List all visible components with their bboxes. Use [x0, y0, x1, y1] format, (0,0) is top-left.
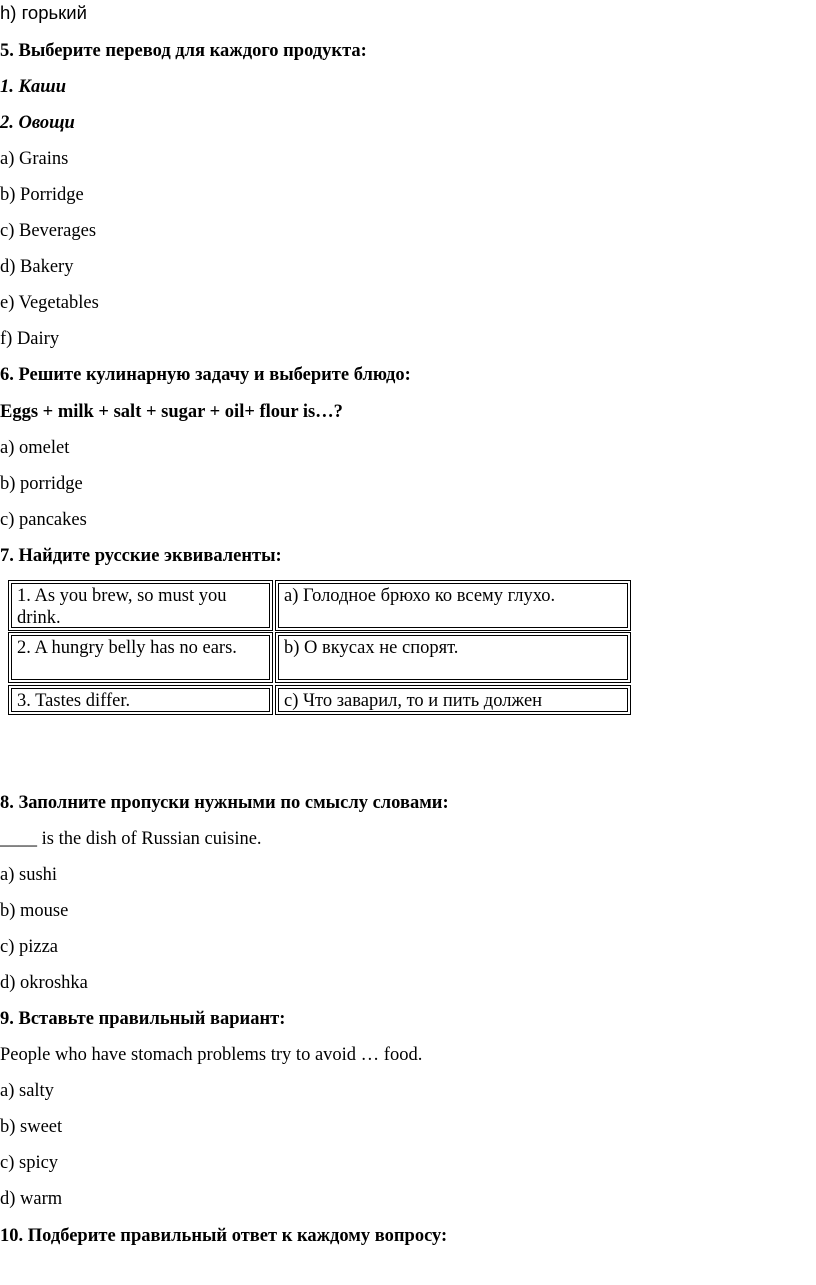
q7-left-cell-2: 2. A hungry belly has no ears.: [11, 635, 270, 680]
q8-title: 8. Заполните пропуски нужными по смыслу словами:: [0, 793, 449, 813]
q5-item-1: 1. Каши: [0, 77, 66, 97]
q5-option-d: d) Bakery: [0, 257, 74, 277]
q5-option-e: e) Vegetables: [0, 293, 99, 313]
q5-option-b: b) Porridge: [0, 185, 84, 205]
q9-prompt: People who have stomach problems try to avoid … food.: [0, 1045, 423, 1065]
q9-option-b: b) sweet: [0, 1117, 63, 1137]
q7-left-cell-3: 3. Tastes differ.: [11, 688, 270, 712]
header-line: h) горький: [0, 2, 87, 23]
q9-option-a: a) salty: [0, 1081, 54, 1101]
q6-option-b: b) porridge: [0, 474, 83, 494]
q6-option-c: c) pancakes: [0, 510, 87, 530]
q5-option-f: f) Dairy: [0, 329, 60, 349]
q8-option-d: d) okroshka: [0, 973, 88, 993]
q8-option-b: b) mouse: [0, 901, 69, 921]
q7-title: 7. Найдите русские эквиваленты:: [0, 546, 282, 566]
q6-option-a: a) omelet: [0, 438, 70, 458]
q8-option-c: c) pizza: [0, 937, 59, 957]
q10-title: 10. Подберите правильный ответ к каждому вопросу:: [0, 1226, 448, 1246]
q7-right-cell-3: c) Что заварил, то и пить должен: [278, 688, 628, 712]
q7-left-cell-1: 1. As you brew, so must you drink.: [11, 583, 270, 628]
q5-title: 5. Выберите перевод для каждого продукта:: [0, 41, 367, 61]
q7-right-cell-1: a) Голодное брюхо ко всему глухо.: [278, 583, 628, 628]
q7-right-cell-2: b) О вкусах не спорят.: [278, 635, 628, 680]
q9-option-c: c) spicy: [0, 1153, 59, 1173]
q6-prompt: Eggs + milk + salt + sugar + oil+ flour is…?: [0, 402, 343, 422]
q8-prompt: ____ is the dish of Russian cuisine.: [0, 829, 262, 849]
q5-option-a: a) Grains: [0, 149, 69, 169]
q9-option-d: d) warm: [0, 1189, 63, 1209]
q8-option-a: a) sushi: [0, 865, 58, 885]
q5-item-2: 2. Овощи: [0, 113, 75, 133]
q5-option-c: c) Beverages: [0, 221, 97, 241]
q9-title: 9. Вставьте правильный вариант:: [0, 1009, 286, 1029]
q6-title: 6. Решите кулинарную задачу и выберите блюдо:: [0, 365, 411, 385]
